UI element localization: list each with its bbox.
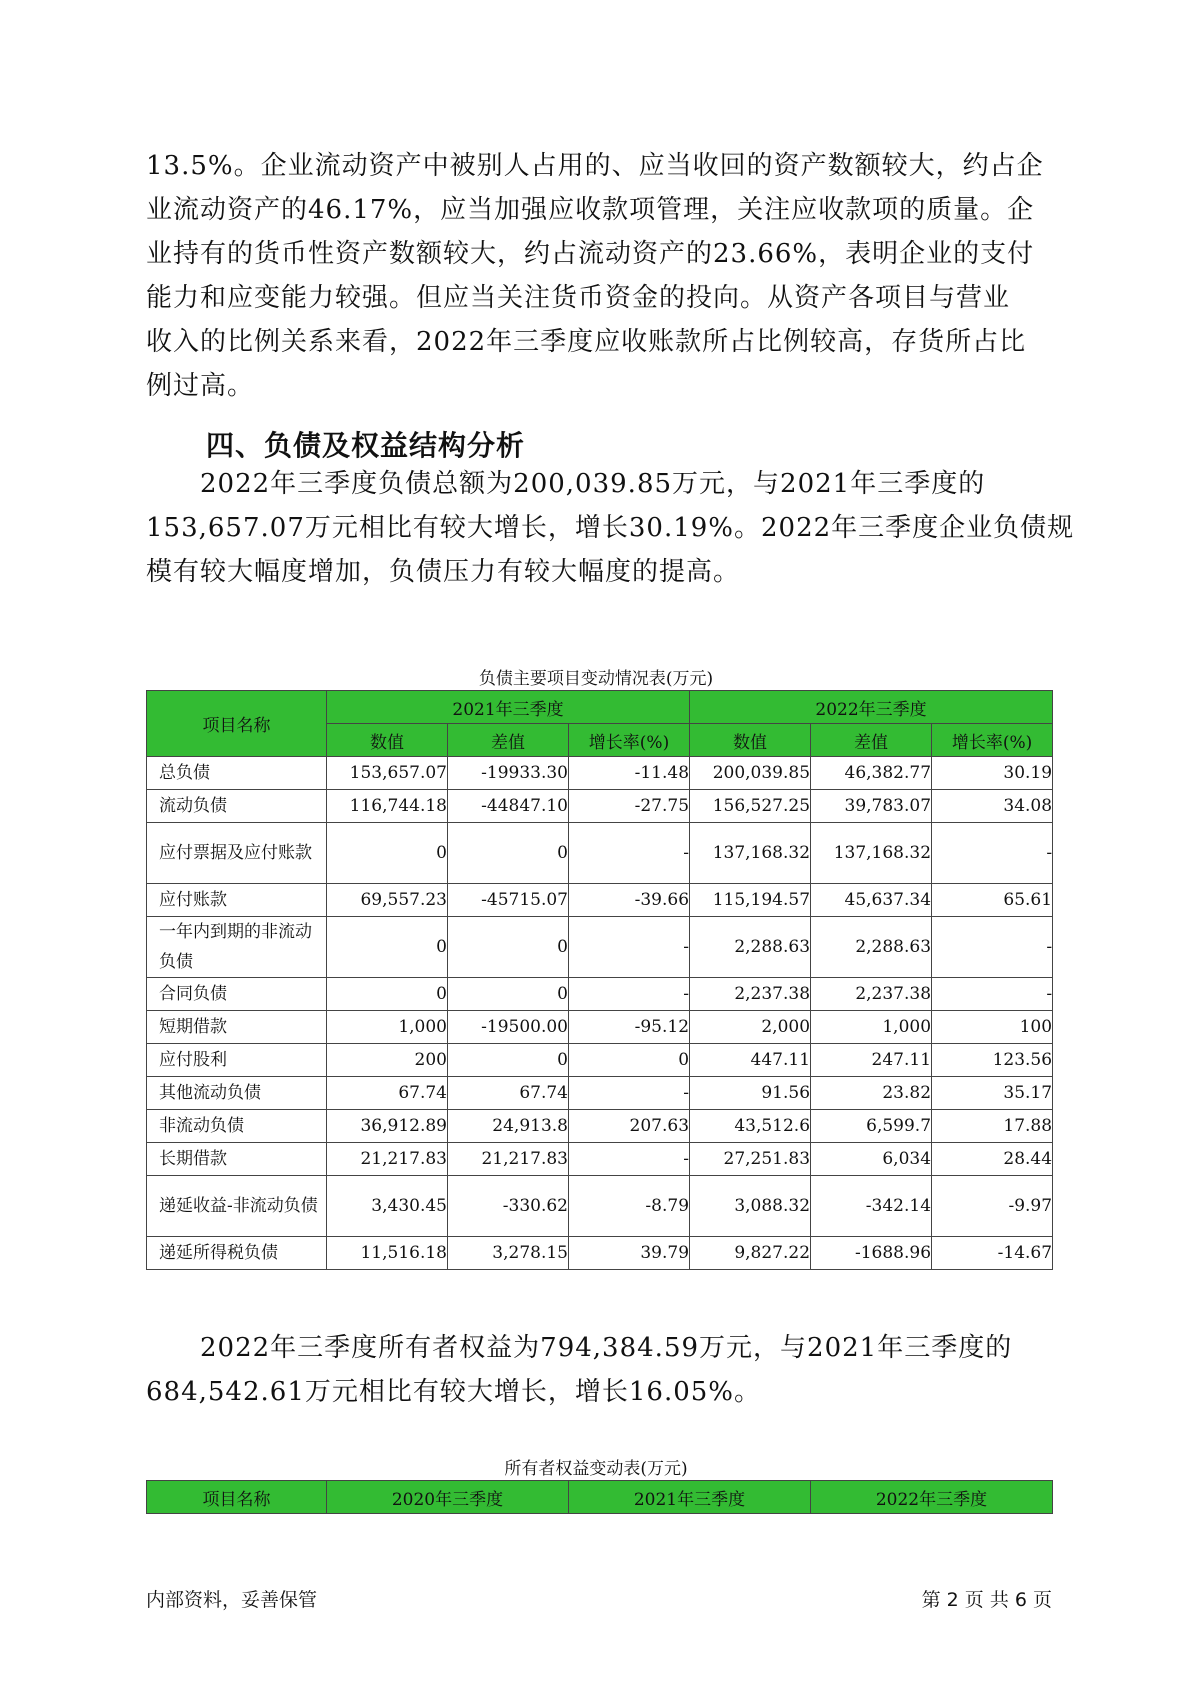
header-2022: 2022年三季度 — [811, 1481, 1053, 1514]
paragraph-line: 能力和应变能力较强。但应当关注货币资金的投向。从资产各项目与营业 — [146, 283, 1011, 313]
value-2021-cell: 116,744.18 — [327, 790, 448, 823]
rate-2021-cell: -11.48 — [569, 757, 690, 790]
header-diff: 差值 — [811, 724, 932, 757]
header-item-name: 项目名称 — [147, 691, 327, 757]
rate-2021-cell: -95.12 — [569, 1011, 690, 1044]
rate-2022-cell: 28.44 — [932, 1143, 1053, 1176]
rate-2022-cell: 17.88 — [932, 1110, 1053, 1143]
value-2021-cell: 200 — [327, 1044, 448, 1077]
value-2021-cell: 0 — [327, 917, 448, 978]
value-2021-cell: 3,430.45 — [327, 1176, 448, 1237]
diff-2021-cell: 3,278.15 — [448, 1237, 569, 1270]
diff-2021-cell: -19933.30 — [448, 757, 569, 790]
row-name-cell: 总负债 — [147, 757, 327, 790]
table-row — [147, 978, 1053, 1011]
value-2021-cell: 0 — [327, 978, 448, 1011]
liabilities-table-body — [147, 757, 1053, 1270]
rate-2022-cell: - — [932, 978, 1053, 1011]
table-row — [147, 1044, 1053, 1077]
diff-2021-cell: 21,217.83 — [448, 1143, 569, 1176]
header-2021: 2021年三季度 — [569, 1481, 811, 1514]
value-2021-cell: 69,557.23 — [327, 884, 448, 917]
table-row — [147, 1011, 1053, 1044]
diff-2022-cell: 2,288.63 — [811, 917, 932, 978]
value-2022-cell: 2,000 — [690, 1011, 811, 1044]
rate-2022-cell: 34.08 — [932, 790, 1053, 823]
value-2022-cell: 3,088.32 — [690, 1176, 811, 1237]
table-row — [147, 1110, 1053, 1143]
section-heading: 四、负债及权益结构分析 — [206, 429, 526, 462]
paragraph-liabilities-summary — [146, 462, 1075, 594]
liabilities-table — [146, 690, 1053, 1270]
paragraph-line: 模有较大幅度增加，负债压力有较大幅度的提高。 — [146, 557, 741, 587]
diff-2022-cell: -1688.96 — [811, 1237, 932, 1270]
row-name-cell: 短期借款 — [147, 1011, 327, 1044]
row-name-cell: 递延所得税负债 — [147, 1237, 327, 1270]
value-2022-cell: 43,512.6 — [690, 1110, 811, 1143]
rate-2022-cell: - — [932, 917, 1053, 978]
diff-2021-cell: 0 — [448, 823, 569, 884]
header-group-2021: 2021年三季度 — [327, 691, 690, 724]
value-2022-cell: 137,168.32 — [690, 823, 811, 884]
value-2021-cell: 0 — [327, 823, 448, 884]
value-2021-cell: 21,217.83 — [327, 1143, 448, 1176]
diff-2021-cell: 67.74 — [448, 1077, 569, 1110]
value-2021-cell: 36,912.89 — [327, 1110, 448, 1143]
row-name-cell: 其他流动负债 — [147, 1077, 327, 1110]
paragraph-line: 2022年三季度负债总额为200,039.85万元，与2021年三季度的 — [146, 469, 986, 499]
diff-2021-cell: 0 — [448, 978, 569, 1011]
header-item-name: 项目名称 — [147, 1481, 327, 1514]
rate-2021-cell: 39.79 — [569, 1237, 690, 1270]
rate-2022-cell: 35.17 — [932, 1077, 1053, 1110]
paragraph-assets-analysis — [146, 144, 1046, 408]
table-caption-liabilities: 负债主要项目变动情况表(万元) — [478, 669, 714, 689]
equity-table — [146, 1480, 1053, 1514]
diff-2021-cell: -45715.07 — [448, 884, 569, 917]
header-rate: 增长率(%) — [569, 724, 690, 757]
row-name-cell: 应付账款 — [147, 884, 327, 917]
value-2021-cell: 11,516.18 — [327, 1237, 448, 1270]
value-2022-cell: 91.56 — [690, 1077, 811, 1110]
diff-2021-cell: -330.62 — [448, 1176, 569, 1237]
paragraph-line: 收入的比例关系来看，2022年三季度应收账款所占比例较高，存货所占比 — [146, 327, 1027, 357]
header-value: 数值 — [690, 724, 811, 757]
rate-2021-cell: - — [569, 1077, 690, 1110]
table-header-row — [147, 1481, 1053, 1514]
table-row — [147, 917, 1053, 978]
rate-2021-cell: 0 — [569, 1044, 690, 1077]
diff-2022-cell: 247.11 — [811, 1044, 932, 1077]
diff-2021-cell: -19500.00 — [448, 1011, 569, 1044]
header-group-2022: 2022年三季度 — [690, 691, 1053, 724]
diff-2022-cell: 137,168.32 — [811, 823, 932, 884]
value-2022-cell: 156,527.25 — [690, 790, 811, 823]
footer-confidential: 内部资料，妥善保管 — [146, 1589, 318, 1611]
paragraph-equity-summary — [146, 1326, 1046, 1414]
rate-2022-cell: -14.67 — [932, 1237, 1053, 1270]
diff-2022-cell: -342.14 — [811, 1176, 932, 1237]
row-name-cell: 非流动负债 — [147, 1110, 327, 1143]
diff-2022-cell: 2,237.38 — [811, 978, 932, 1011]
diff-2021-cell: 0 — [448, 917, 569, 978]
table-row — [147, 1143, 1053, 1176]
value-2022-cell: 27,251.83 — [690, 1143, 811, 1176]
rate-2021-cell: - — [569, 1143, 690, 1176]
value-2021-cell: 1,000 — [327, 1011, 448, 1044]
value-2022-cell: 200,039.85 — [690, 757, 811, 790]
diff-2022-cell: 46,382.77 — [811, 757, 932, 790]
row-name-cell: 长期借款 — [147, 1143, 327, 1176]
paragraph-line: 业持有的货币性资产数额较大，约占流动资产的23.66%，表明企业的支付 — [146, 239, 1035, 269]
value-2022-cell: 2,237.38 — [690, 978, 811, 1011]
diff-2022-cell: 6,034 — [811, 1143, 932, 1176]
diff-2022-cell: 23.82 — [811, 1077, 932, 1110]
value-2022-cell: 9,827.22 — [690, 1237, 811, 1270]
rate-2022-cell: -9.97 — [932, 1176, 1053, 1237]
diff-2021-cell: -44847.10 — [448, 790, 569, 823]
diff-2021-cell: 0 — [448, 1044, 569, 1077]
rate-2021-cell: - — [569, 823, 690, 884]
table-row — [147, 1176, 1053, 1237]
rate-2021-cell: -27.75 — [569, 790, 690, 823]
header-value: 数值 — [327, 724, 448, 757]
rate-2022-cell: 123.56 — [932, 1044, 1053, 1077]
rate-2021-cell: - — [569, 917, 690, 978]
diff-2021-cell: 24,913.8 — [448, 1110, 569, 1143]
row-name-cell: 合同负债 — [147, 978, 327, 1011]
table-row — [147, 1237, 1053, 1270]
paragraph-line: 13.5%。企业流动资产中被别人占用的、应当收回的资产数额较大，约占企 — [146, 151, 1044, 181]
diff-2022-cell: 45,637.34 — [811, 884, 932, 917]
value-2022-cell: 447.11 — [690, 1044, 811, 1077]
row-name-cell: 递延收益-非流动负债 — [147, 1176, 327, 1237]
diff-2022-cell: 39,783.07 — [811, 790, 932, 823]
value-2021-cell: 153,657.07 — [327, 757, 448, 790]
table-row — [147, 884, 1053, 917]
value-2022-cell: 115,194.57 — [690, 884, 811, 917]
rate-2021-cell: -39.66 — [569, 884, 690, 917]
diff-2022-cell: 6,599.7 — [811, 1110, 932, 1143]
rate-2022-cell: 30.19 — [932, 757, 1053, 790]
rate-2022-cell: 100 — [932, 1011, 1053, 1044]
header-diff: 差值 — [448, 724, 569, 757]
header-rate: 增长率(%) — [932, 724, 1053, 757]
rate-2022-cell: 65.61 — [932, 884, 1053, 917]
row-name-cell: 流动负债 — [147, 790, 327, 823]
paragraph-line: 例过高。 — [146, 371, 255, 401]
rate-2022-cell: - — [932, 823, 1053, 884]
rate-2021-cell: - — [569, 978, 690, 1011]
paragraph-line: 业流动资产的46.17%，应当加强应收款项管理，关注应收款项的质量。企 — [146, 195, 1035, 225]
table-row — [147, 790, 1053, 823]
rate-2021-cell: 207.63 — [569, 1110, 690, 1143]
rate-2021-cell: -8.79 — [569, 1176, 690, 1237]
table-row — [147, 757, 1053, 790]
value-2021-cell: 67.74 — [327, 1077, 448, 1110]
row-name-cell: 一年内到期的非流动负债 — [147, 917, 327, 978]
table-header-row — [147, 691, 1053, 724]
value-2022-cell: 2,288.63 — [690, 917, 811, 978]
table-row — [147, 823, 1053, 884]
paragraph-line: 153,657.07万元相比有较大增长，增长30.19%。2022年三季度企业负债规 — [146, 513, 1075, 543]
table-row — [147, 1077, 1053, 1110]
row-name-cell: 应付股利 — [147, 1044, 327, 1077]
paragraph-line: 684,542.61万元相比有较大增长，增长16.05%。 — [146, 1377, 762, 1407]
diff-2022-cell: 1,000 — [811, 1011, 932, 1044]
table-caption-equity: 所有者权益变动表(万元) — [504, 1459, 688, 1479]
paragraph-line: 2022年三季度所有者权益为794,384.59万元，与2021年三季度的 — [146, 1333, 1013, 1363]
header-2020: 2020年三季度 — [327, 1481, 569, 1514]
footer-page-number: 第 2 页 共 6 页 — [921, 1589, 1052, 1611]
row-name-cell: 应付票据及应付账款 — [147, 823, 327, 884]
